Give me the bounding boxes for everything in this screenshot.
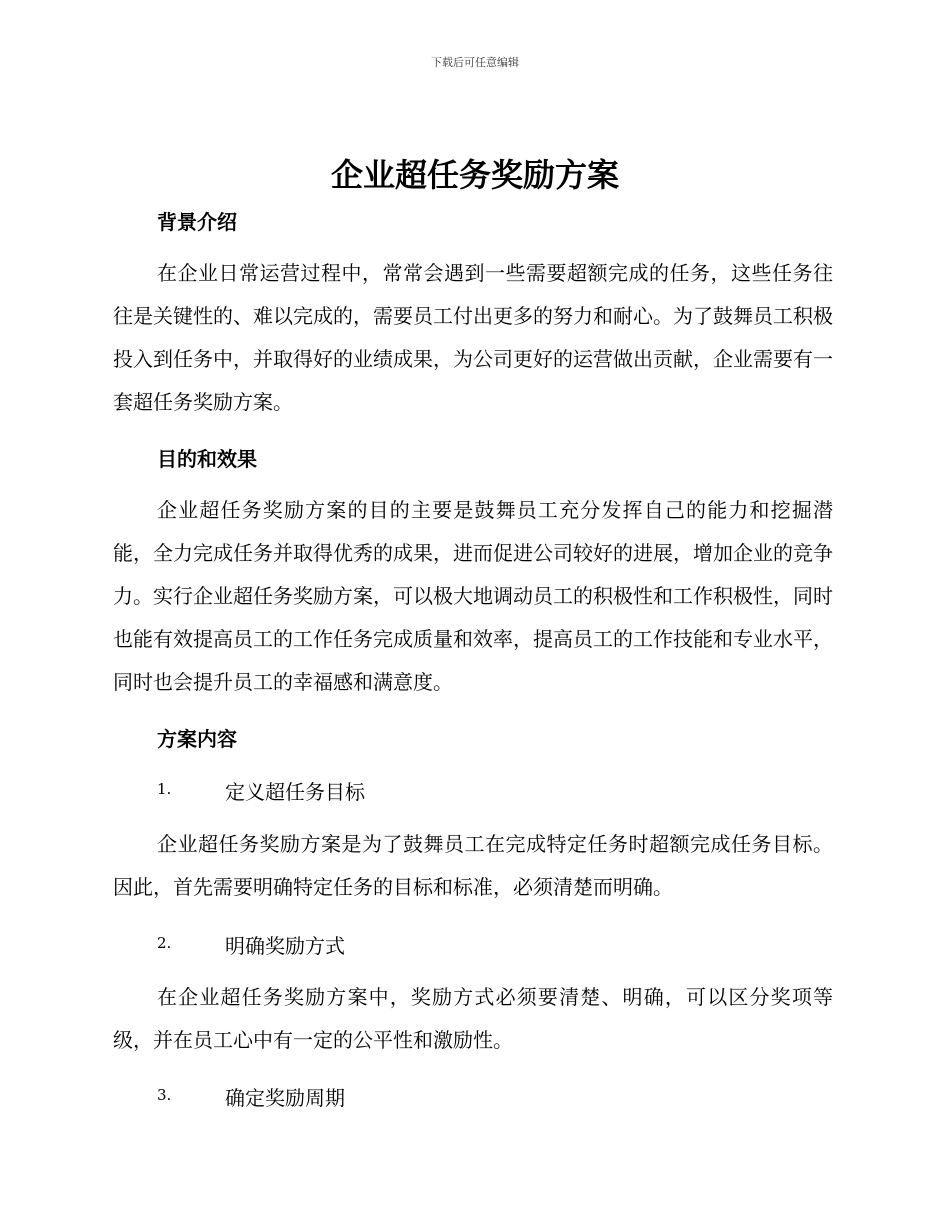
list-item [113,930,833,959]
section-background [113,206,833,235]
paragraph: 企业超任务奖励方案是为了鼓舞员工在完成特定任务时超额完成任务目标。因此，首先需要明确特定任务的目标和标准，必须清楚而明确。 [113,832,833,899]
section-purpose [113,443,833,472]
list-item-body [113,976,833,1062]
document-title: 企业超任务奖励方案 [330,156,619,194]
list-item [113,1082,833,1111]
section-plan [113,723,833,752]
section-background-body [113,252,833,424]
paragraph: 企业超任务奖励方案的目的主要是鼓舞员工充分发挥自己的能力和挖掘潜能，全力完成任务并取得优秀的成果，进而促进公司较好的进展，增加企业的竞争力。实行企业超任务奖励方案，可以极大地调动员工的积极性和工作积极性，同时也能有效提高员工的工作任务完成质量和效率，提高员工的工作技能和专业水平，同时也会提升员工的幸福感和满意度。 [113,498,833,694]
list-item-label: 定义超任务目标 [225,780,365,804]
paragraph: 在企业超任务奖励方案中，奖励方式必须要清楚、明确，可以区分奖项等级，并在员工心中有一定的公平性和激励性。 [113,985,833,1052]
list-item-number: 3. [157,1086,172,1104]
header-note: 下载后可任意编辑 [431,56,519,69]
paragraph: 在企业日常运营过程中，常常会遇到一些需要超额完成的任务，这些任务往往是关键性的、难以完成的，需要员工付出更多的努力和耐心。为了鼓舞员工积极投入到任务中，并取得好的业绩成果，为公司更好的运营做出贡献，企业需要有一套超任务奖励方案。 [113,261,833,414]
section-purpose-body [113,489,833,704]
list-item-body [113,823,833,909]
list-item-label: 确定奖励周期 [225,1086,345,1110]
list-item-number: 2. [157,934,172,952]
section-heading: 目的和效果 [157,447,257,471]
list-item [113,776,833,805]
section-heading: 方案内容 [157,727,237,751]
section-heading: 背景介绍 [157,210,237,234]
list-item-number: 1. [157,780,172,798]
list-item-label: 明确奖励方式 [225,934,345,958]
